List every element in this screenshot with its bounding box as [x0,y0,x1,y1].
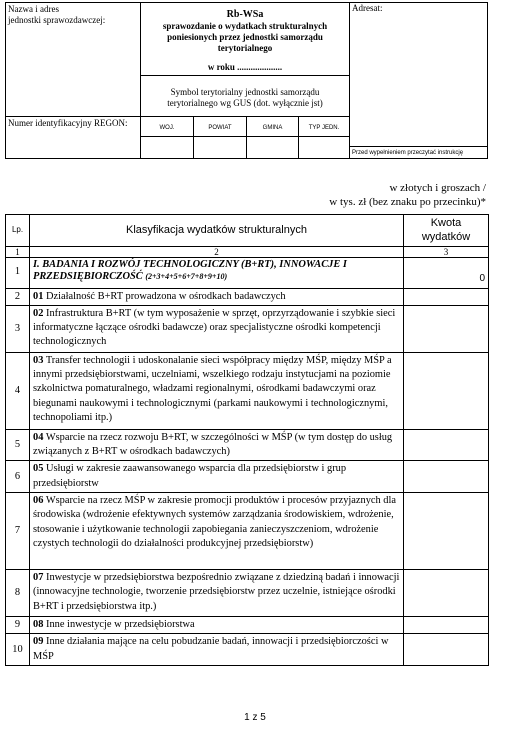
table-row [6,429,489,461]
units-note: w złotych i groszach / w tys. zł (bez znaku po przecinku)* [329,182,486,208]
table-row [6,288,489,305]
col-number: 1 [6,246,30,257]
typ-jedn-label: TYP JEDN. [308,125,340,131]
typ-jedn-input[interactable] [299,137,349,159]
row-lp: 2 [6,288,30,305]
divider [349,146,488,147]
row-amount[interactable] [404,634,489,666]
col-class-header: Klasyfikacja wydatków strukturalnych [30,215,404,247]
row-text: I. BADANIA I ROZWÓJ TECHNOLOGICZNY (B+RT), INNOWACJE I PRZEDSIĘBIORCZOŚĆ (2+3+4+5+6+7+8+9+10) [30,257,404,288]
row-text: 05 Usługi w zakresie zaawansowanego wsparcia dla przedsiębiorstw i grup przedsiębiorstw [30,461,404,493]
row-lp: 1 [6,257,30,288]
adresat-label: Adresat: [352,3,383,13]
table-row [6,305,489,352]
table-row [6,352,489,429]
woj-input[interactable] [141,137,193,159]
divider [349,2,350,159]
row-amount[interactable] [404,461,489,493]
col-number: 3 [404,246,489,257]
row-amount[interactable] [404,352,489,429]
table-row [6,257,489,288]
name-address-label: Nazwa i adres jednostki sprawozdawczej: [8,4,106,25]
row-text: 09 Inne działania mające na celu pobudzanie badań, innowacji i przedsiębiorczości w MŚP [30,634,404,666]
powiat-input[interactable] [194,137,246,159]
page-number: 1 z 5 [244,712,266,723]
row-lp: 7 [6,493,30,570]
row-text: 04 Wsparcie na rzecz rozwoju B+RT, w szczególności w MŚP (w tym dostęp do usług związanych z B+RT w ośrodkach badawczych) [30,429,404,461]
row-text: 07 Inwestycje w przedsiębiorstwa bezpośrednio związane z dziedziną badań i innowacji (innowacyjne technologie, tworzenie przedsiębiorstw przez uczelnie, istniejące ośrodki B+RT i przedsiębiorstwa itp.) [30,570,404,617]
woj-label: WOJ. [159,125,175,131]
table-row [6,570,489,617]
row-amount[interactable] [404,305,489,352]
divider [140,75,349,76]
row-lp: 3 [6,305,30,352]
row-amount[interactable] [404,617,489,634]
regon-label: Numer identyfikacyjny REGON: [8,118,128,128]
table-row [6,461,489,493]
row-amount[interactable] [404,288,489,305]
row-text: 06 Wsparcie na rzecz MŚP w zakresie promocji produktów i procesów przyjaznych dla środowiska (wdrożenie efektywnych systemów zarządzania środowiskiem, wdrożenie, stosowanie i użytkowanie technologii zapobiegania zanieczyszczeniom, wdrożenie czystych technologii do działalności produkcyjnej przedsiębiorstw) [30,493,404,570]
row-lp: 5 [6,429,30,461]
row-lp: 9 [6,617,30,634]
row-text: 03 Transfer technologii i udoskonalanie sieci współpracy między MŚP, między MŚP a innymi przedsiębiorstwami, uczelniami, wszelkiego rodzaju instytucjami na poziomie szkolnictwa pomaturalnego, władzami regionalnymi, ośrodkami badawczymi oraz biegunami naukowymi i technologicznymi (parkami naukowymi i technologicznymi, technopoliami itp.) [30,352,404,429]
row-amount[interactable] [404,493,489,570]
gmina-label: GMINA [262,125,283,131]
row-amount[interactable] [404,429,489,461]
row-lp: 4 [6,352,30,429]
row-lp: 10 [6,634,30,666]
table-row [6,634,489,666]
row-text: 02 Infrastruktura B+RT (w tym wyposażenie w sprzęt, oprzyrządowanie i szybkie sieci informatyczne łączące ośrodki badawcze) oraz specjalistyczne ośrodki kompetencji technologicznych [30,305,404,352]
form-title-block [141,9,349,73]
row-amount[interactable] [404,570,489,617]
col-amount-header: Kwota wydatków [404,215,489,247]
row-text: 01 Działalność B+RT prowadzona w ośrodkach badawczych [30,288,404,305]
table-row [6,617,489,634]
row-amount[interactable]: 0 [404,257,489,288]
col-lp-header: Lp. [6,215,30,247]
form-code: Rb-WSa [226,9,264,20]
year-field[interactable]: w roku .................... [207,62,283,72]
table-row [6,493,489,570]
col-number: 2 [30,246,404,257]
row-text: 08 Inne inwestycje w przedsiębiorstwa [30,617,404,634]
row-lp: 8 [6,570,30,617]
expenditure-table [5,214,489,666]
powiat-label: POWIAT [208,125,232,131]
instruction-note: Przed wypełnieniem przeczytać instrukcję [352,150,464,156]
row-lp: 6 [6,461,30,493]
form-title: sprawozdanie o wydatkach strukturalnych poniesionych przez jednostki samorządu terytorialnego [162,21,328,53]
gmina-input[interactable] [247,137,298,159]
symbol-label: Symbol terytorialny jednostki samorządu terytorialnego wg GUS (dot. wyłącznie jst) [167,87,323,108]
